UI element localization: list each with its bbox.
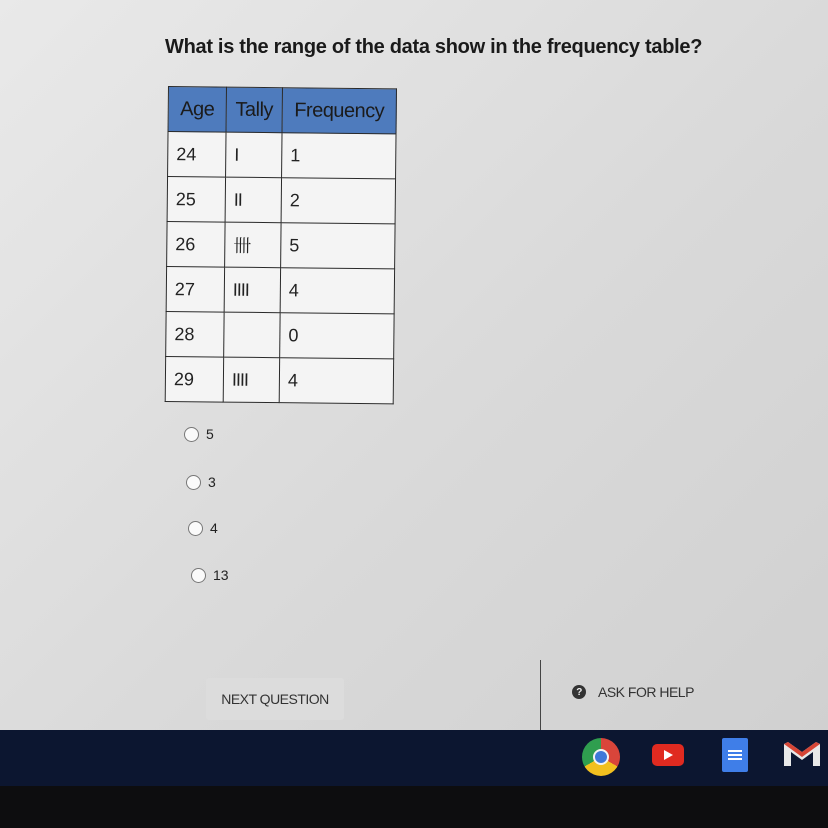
answer-option-4[interactable]: [188, 520, 218, 536]
tally-cell: I: [226, 132, 282, 178]
answer-label: 4: [210, 520, 218, 536]
tally-cell: [224, 312, 280, 358]
answer-option-13[interactable]: [191, 567, 229, 583]
question-text: What is the range of the data show in the frequency table?: [165, 36, 703, 58]
age-cell: 29: [165, 356, 223, 402]
footer-divider: [540, 660, 541, 730]
header-tally: Tally: [226, 87, 282, 133]
radio-button[interactable]: [184, 427, 199, 442]
table-header-row: [168, 87, 396, 134]
age-cell: 28: [166, 311, 224, 357]
table-row: [168, 132, 396, 179]
docs-icon[interactable]: [722, 738, 748, 772]
ask-for-help-label: ASK FOR HELP: [598, 684, 694, 700]
header-age: Age: [168, 87, 226, 133]
header-frequency: Frequency: [282, 88, 396, 134]
tally-cell: II: [225, 177, 281, 223]
radio-button[interactable]: [186, 475, 201, 490]
taskbar-strip: [0, 730, 828, 786]
answer-label: 3: [208, 474, 216, 490]
tally-cell: IIII: [224, 267, 280, 313]
answer-label: 13: [213, 567, 229, 583]
youtube-icon[interactable]: [652, 744, 684, 766]
table-row: [166, 311, 394, 358]
table-row: [167, 177, 395, 224]
age-cell: 26: [167, 221, 225, 267]
frequency-cell: 5: [281, 223, 395, 269]
answer-label: 5: [206, 426, 214, 442]
age-cell: 27: [166, 266, 224, 312]
taskbar: [0, 730, 828, 828]
next-question-button[interactable]: NEXT QUESTION: [206, 678, 344, 720]
chrome-icon[interactable]: [582, 738, 620, 776]
frequency-cell: 0: [280, 313, 394, 359]
age-cell: 25: [167, 177, 225, 223]
help-icon: ?: [572, 685, 586, 699]
tally-cell: 卌: [225, 222, 281, 268]
radio-button[interactable]: [188, 521, 203, 536]
tally-cell: IIII: [223, 357, 279, 403]
answer-option-5[interactable]: [184, 426, 214, 442]
answer-option-3[interactable]: [186, 474, 216, 490]
frequency-cell: 1: [282, 133, 396, 179]
radio-button[interactable]: [191, 568, 206, 583]
table-row: [165, 356, 393, 403]
frequency-cell: 4: [280, 268, 394, 314]
frequency-table: [165, 86, 397, 404]
frequency-cell: 4: [279, 358, 393, 404]
table-row: [166, 266, 394, 313]
ask-for-help-button[interactable]: [572, 684, 694, 700]
frequency-cell: 2: [281, 178, 395, 224]
gmail-icon[interactable]: [782, 740, 822, 768]
table-row: [167, 221, 395, 268]
age-cell: 24: [168, 132, 226, 178]
